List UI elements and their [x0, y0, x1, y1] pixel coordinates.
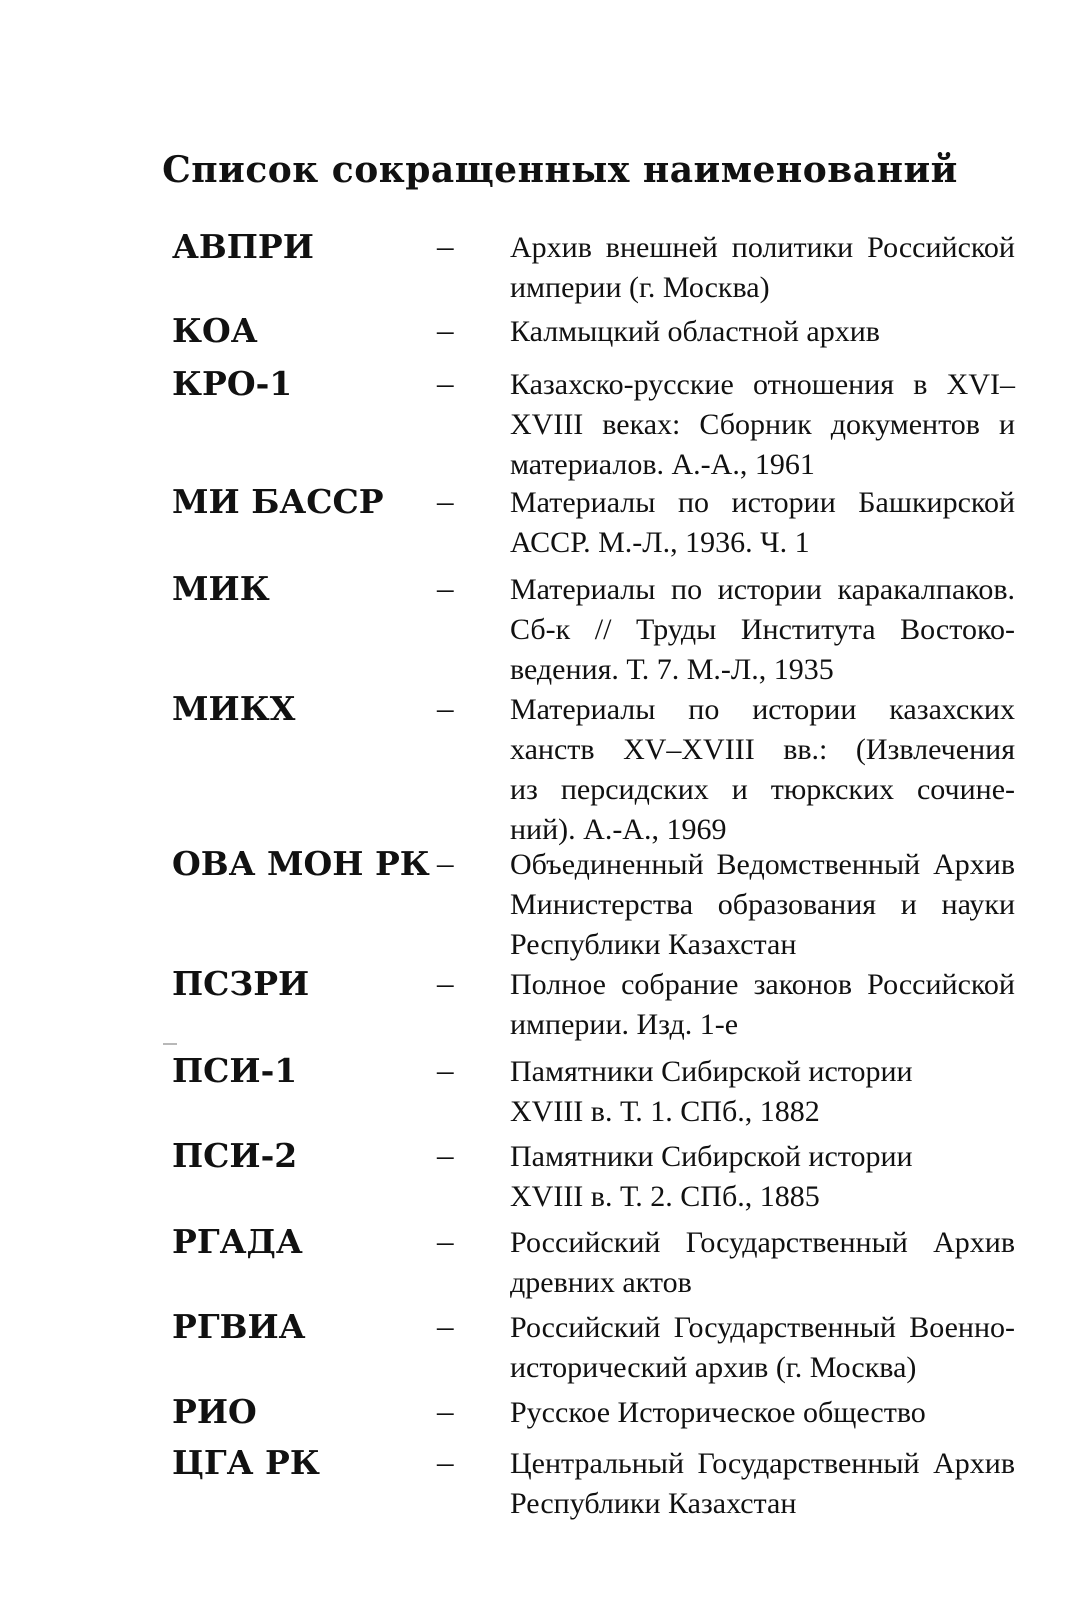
definition-line: Республики Казахстан	[510, 1487, 797, 1520]
separator-dash: –	[437, 229, 454, 265]
definition-line: Материалы по истории каракалпаков.	[510, 573, 1015, 606]
abbreviation-definition	[510, 1052, 1030, 1132]
definition-line: Российский Государственный Архив	[510, 1226, 1015, 1259]
definition-line: Русское Историческое общество	[510, 1396, 926, 1429]
separator-dash: –	[437, 1445, 454, 1481]
abbreviation-term: ЦГА РК	[172, 1443, 320, 1482]
definition-line: Полное собрание законов Российской	[510, 968, 1015, 1001]
definition-line: Объединенный Ведомственный Архив	[510, 848, 1015, 881]
definition-line: Республики Казахстан	[510, 928, 797, 961]
abbreviation-definition	[510, 1137, 1030, 1217]
abbreviation-term: РГАДА	[172, 1222, 303, 1261]
abbreviation-term: ПСЗРИ	[172, 964, 310, 1003]
definition-line: XVIII веках: Сборник документов и	[510, 408, 1015, 441]
abbreviation-term: РИО	[172, 1392, 257, 1431]
definition-line: Памятники Сибирской истории	[510, 1140, 913, 1173]
definition-line: Сб-к // Труды Института Востоко-	[510, 613, 1015, 646]
definition-line: империи. Изд. 1-е	[510, 1008, 739, 1041]
abbreviation-definition	[510, 228, 1030, 308]
separator-dash: –	[437, 1138, 454, 1174]
definition-line: Памятники Сибирской истории	[510, 1055, 913, 1088]
separator-dash: –	[437, 1394, 454, 1430]
abbreviation-definition	[510, 965, 1030, 1045]
separator-dash: –	[437, 571, 454, 607]
separator-dash: –	[437, 484, 454, 520]
definition-line: Калмыцкий областной архив	[510, 315, 880, 348]
definition-line: Материалы по истории казахских	[510, 693, 1015, 726]
abbreviation-definition	[510, 365, 1030, 485]
abbreviation-term: РГВИА	[172, 1307, 306, 1346]
definition-line: XVIII в. Т. 1. СПб., 1882	[510, 1095, 820, 1128]
separator-dash: –	[437, 691, 454, 727]
abbreviation-term: ПСИ-2	[172, 1136, 298, 1175]
abbreviation-definition	[510, 1308, 1030, 1388]
separator-dash: –	[437, 846, 454, 882]
definition-line: Российский Государственный Военно-	[510, 1311, 1015, 1344]
definition-line: XVIII в. Т. 2. СПб., 1885	[510, 1180, 820, 1213]
abbreviation-definition	[510, 690, 1030, 850]
separator-dash: –	[437, 1309, 454, 1345]
definition-line: исторический архив (г. Москва)	[510, 1351, 917, 1384]
definition-line: ханств XV–XVIII вв.: (Извлечения	[510, 733, 1015, 766]
abbreviation-definition	[510, 1393, 1030, 1433]
definition-line: древних актов	[510, 1266, 692, 1299]
definition-line: Архив внешней политики Российской	[510, 231, 1015, 264]
separator-dash: –	[437, 313, 454, 349]
abbreviation-definition	[510, 570, 1030, 690]
page-title: Список сокращенных наименований	[162, 149, 958, 191]
abbreviation-term: МИКХ	[172, 689, 296, 728]
definition-line: Министерства образования и науки	[510, 888, 1015, 921]
abbreviation-term: АВПРИ	[172, 227, 314, 266]
definition-line: из персидских и тюркских сочине-	[510, 773, 1015, 806]
abbreviation-definition	[510, 483, 1030, 563]
abbreviation-term: МИК	[172, 569, 270, 608]
abbreviation-term: ПСИ-1	[172, 1051, 298, 1090]
definition-line: Материалы по истории Башкирской	[510, 486, 1015, 519]
abbreviation-definition	[510, 845, 1030, 965]
scan-speck	[163, 1043, 177, 1045]
abbreviation-term: ОВА МОН РК	[172, 844, 430, 883]
separator-dash: –	[437, 1224, 454, 1260]
definition-line: ний). А.-А., 1969	[510, 813, 727, 846]
separator-dash: –	[437, 1053, 454, 1089]
definition-line: ведения. Т. 7. М.-Л., 1935	[510, 653, 834, 686]
abbreviation-term: КОА	[172, 311, 258, 350]
separator-dash: –	[437, 366, 454, 402]
abbreviation-term: МИ БАССР	[172, 482, 384, 521]
abbreviation-definition	[510, 1223, 1030, 1303]
abbreviation-term: КРО-1	[172, 364, 293, 403]
definition-line: АССР. М.-Л., 1936. Ч. 1	[510, 526, 810, 559]
definition-line: Центральный Государственный Архив	[510, 1447, 1015, 1480]
definition-line: материалов. А.-А., 1961	[510, 448, 815, 481]
definition-line: Казахско-русские отношения в XVI–	[510, 368, 1015, 401]
separator-dash: –	[437, 966, 454, 1002]
abbreviation-definition	[510, 312, 1030, 352]
abbreviation-definition	[510, 1444, 1030, 1524]
definition-line: империи (г. Москва)	[510, 271, 770, 304]
